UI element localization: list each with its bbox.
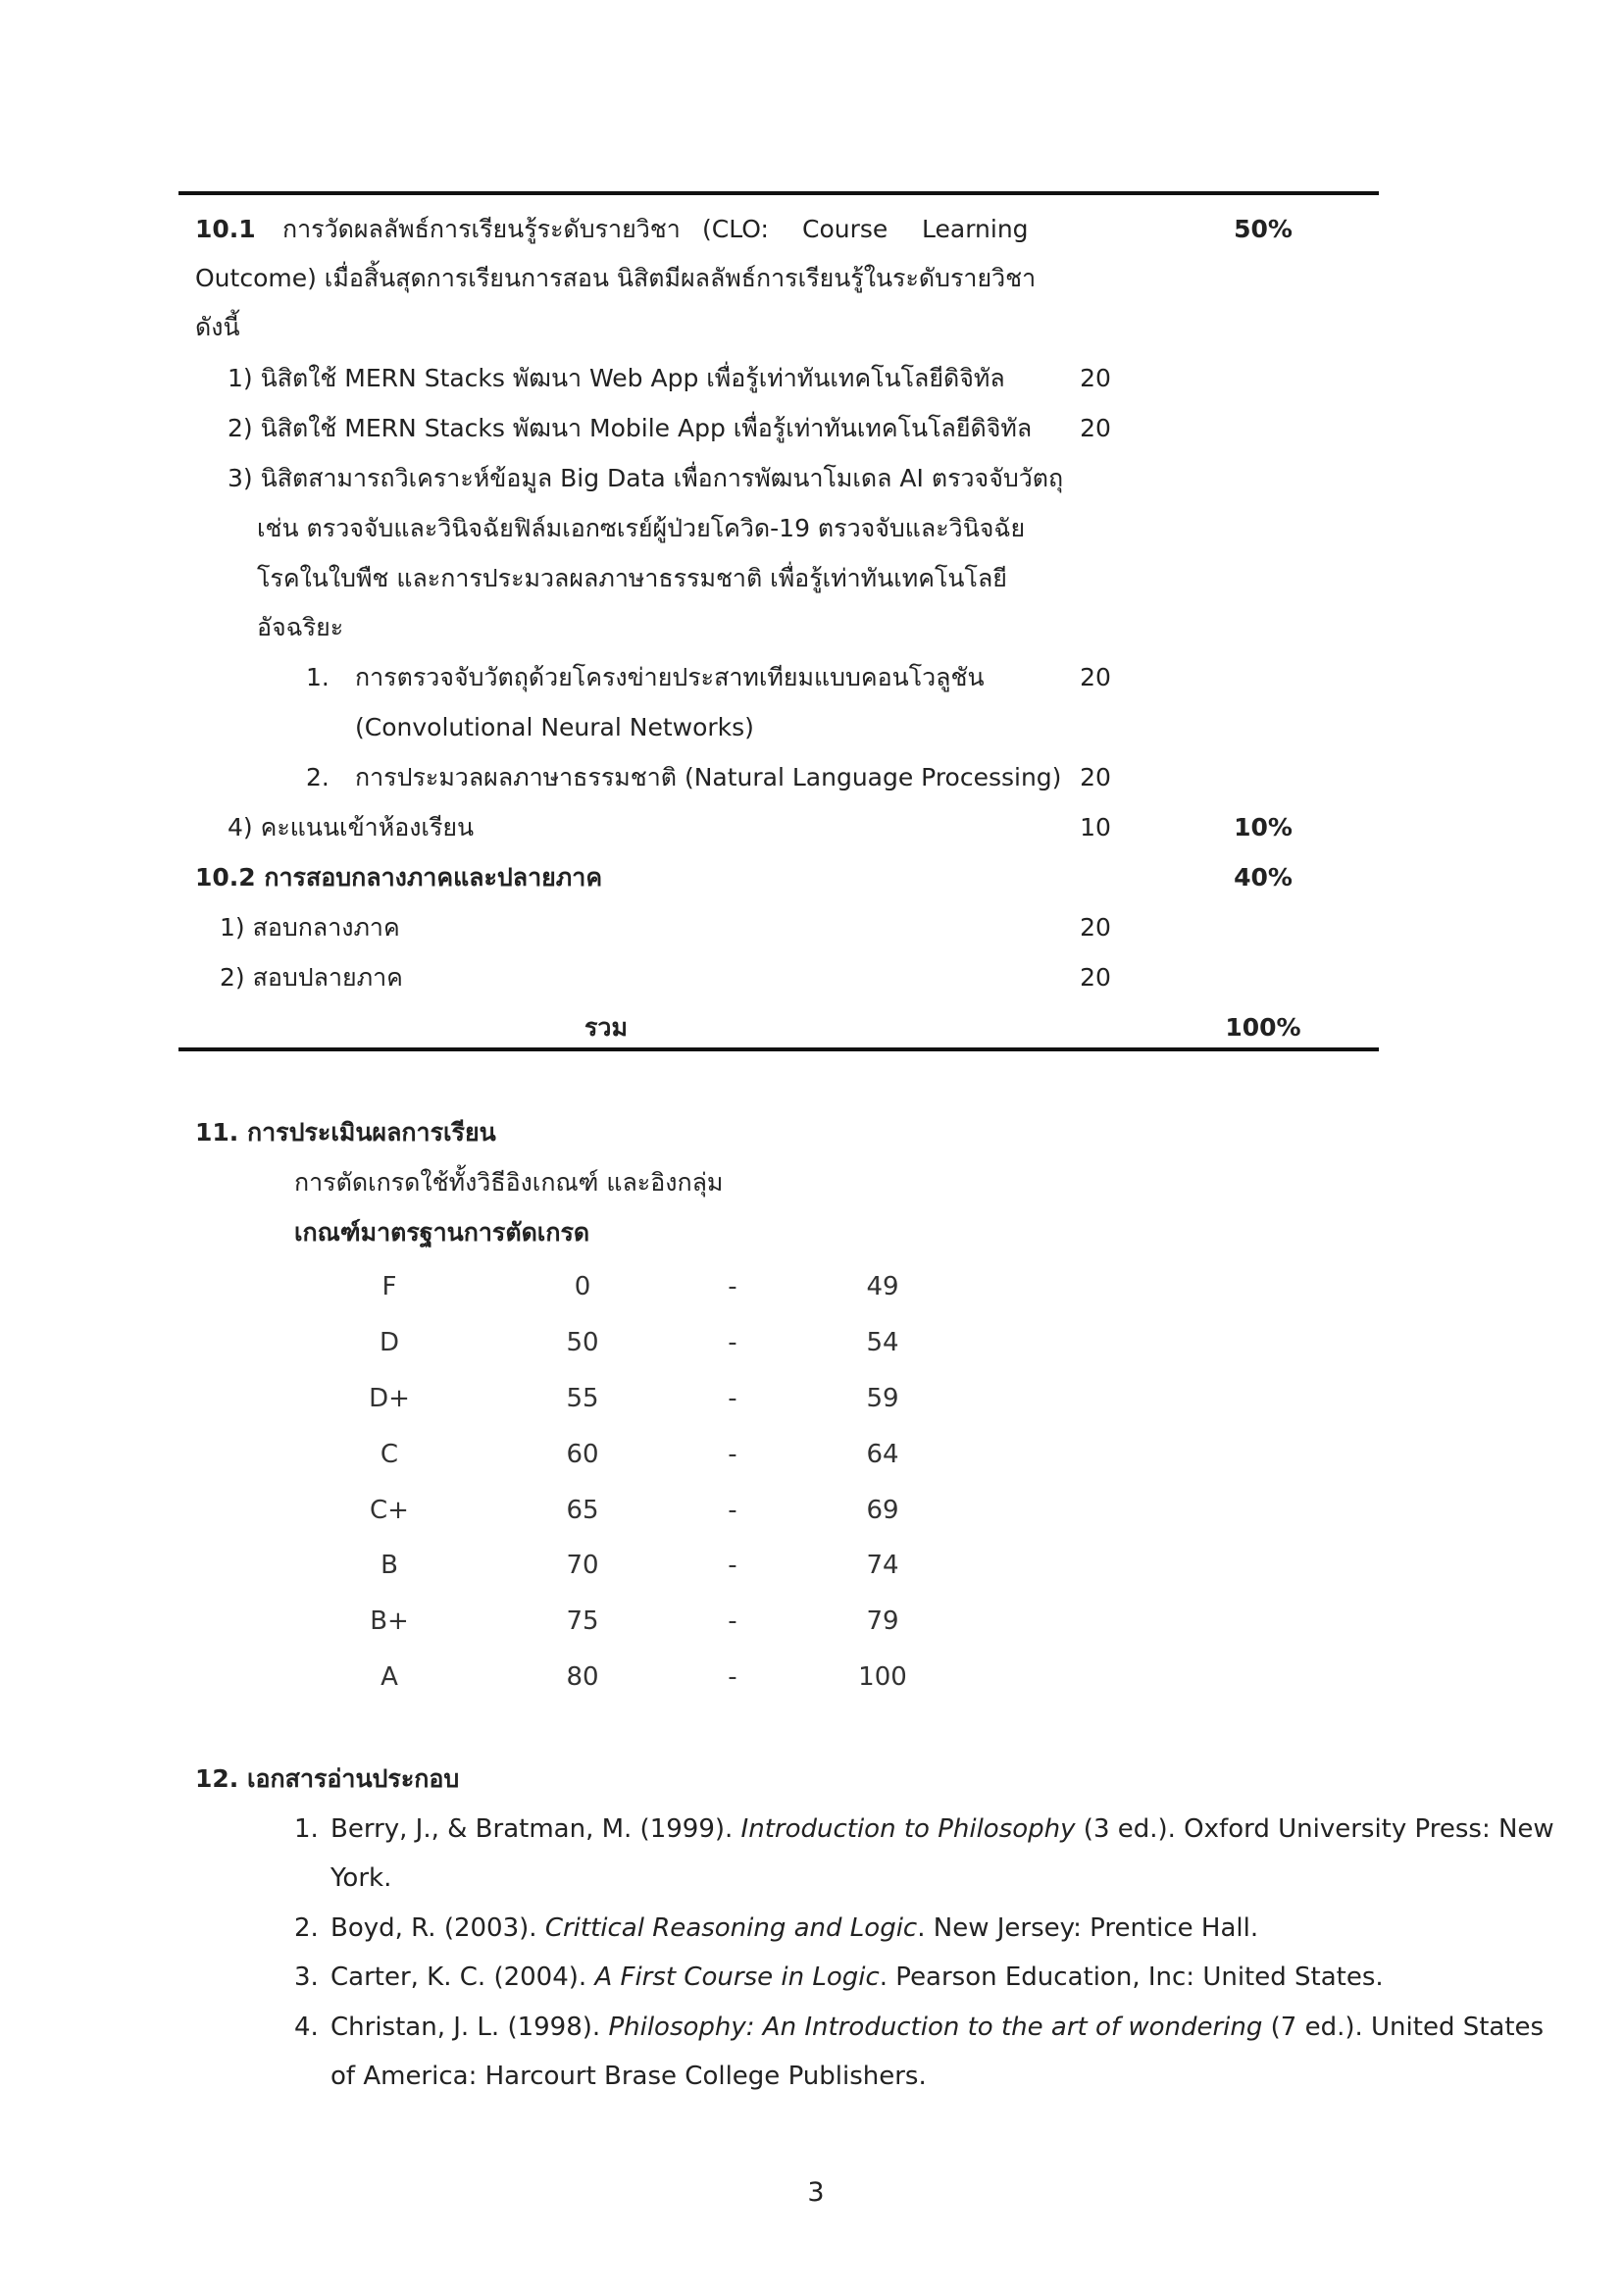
clo-item-3-line2: เช่น ตรวจจับและวินิจฉัยฟิล์มเอกซเรย์ผู้ป่วยโควิด-19 ตรวจจับและวินิจฉัย [257,514,1026,542]
grade-max: 49 [866,1272,899,1301]
grade-letter: D [379,1328,400,1357]
grade-letter: C+ [370,1496,409,1525]
clo-item-4: 4) คะแนนเข้าห้องเรียน [228,813,475,841]
exam-item-2: 2) สอบปลายภาค [220,963,403,992]
exam-item-1-score: 20 [1080,913,1111,942]
reference-publisher: . Pearson Education, Inc: United States. [879,1963,1384,1992]
reference-title: Crittical Reasoning and Logic [544,1913,918,1943]
section-10-1-text-c: Course [802,215,888,243]
grade-max: 100 [858,1662,907,1692]
grade-min: 50 [566,1328,599,1357]
reference-text [330,1904,1258,1953]
reference-authors: Boyd, R. (2003). [330,1913,545,1943]
grade-max: 69 [866,1496,899,1525]
grade-max: 59 [866,1384,899,1413]
grading-criteria-heading: เกณฑ์มาตรฐานการตัดเกรด [294,1218,590,1247]
grade-min: 55 [566,1384,599,1413]
reference-publisher: (3 ed.). Oxford University Press: New [1075,1814,1554,1844]
reference-authors: Christan, J. L. (1998). [330,2013,609,2042]
total-label: รวม [584,1013,628,1042]
grade-min: 75 [566,1606,599,1636]
reference-number: 2. [294,1913,319,1943]
section-10-2-heading: 10.2 การสอบกลางภาคและปลายภาค [195,863,603,892]
table-bottom-rule [178,1047,1379,1051]
sub-item-2-line1: การประมวลผลภาษาธรรมชาติ (Natural Language Processing) [355,763,1062,791]
grade-letter: F [381,1272,397,1301]
section-10-1-percent: 50% [1234,215,1293,243]
page-number: 3 [807,2177,825,2208]
section-10-1-text-b: (CLO: [702,215,769,243]
grade-min: 70 [566,1551,599,1580]
grade-dash: - [728,1272,737,1301]
reference-title: A First Course in Logic [594,1963,880,1992]
reference-authors: Carter, K. C. (2004). [330,1963,595,1992]
reference-publisher: . New Jersey: Prentice Hall. [917,1913,1259,1943]
grade-dash: - [728,1551,737,1580]
total-percent: 100% [1225,1013,1301,1042]
references-heading: 12. เอกสารอ่านประกอบ [195,1764,460,1793]
grade-letter: B+ [370,1606,409,1636]
section-10-1-line3: ดังนี้ [195,313,240,341]
clo-item-3-line1: 3) นิสิตสามารถวิเคราะห์ข้อมูล Big Data เพื่อการพัฒนาโมเดล AI ตรวจจับวัตถุ [228,464,1064,492]
reference-number: 1. [294,1814,319,1844]
clo-item-2: 2) นิสิตใช้ MERN Stacks พัฒนา Mobile App เพื่อรู้เท่าทันเทคโนโลยีดิจิทัล [228,414,1033,442]
grade-min: 80 [566,1662,599,1692]
reference-title: Philosophy: An Introduction to the art of wondering [608,2013,1263,2042]
grade-max: 54 [866,1328,899,1357]
grade-min: 60 [566,1440,599,1469]
grade-letter: A [381,1662,398,1692]
section-10-1-line2: Outcome) เมื่อสิ้นสุดการเรียนการสอน นิสิตมีผลลัพธ์การเรียนรู้ในระดับรายวิชา [195,264,1037,292]
reference-continuation: York. [330,1863,392,1893]
clo-item-4-score: 10 [1080,813,1111,841]
clo-item-3-line3: โรคในใบพืช และการประมวลผลภาษาธรรมชาติ เพื่อรู้เท่าทันเทคโนโลยี [257,564,1007,592]
clo-item-2-score: 20 [1080,414,1111,442]
reference-text [330,1953,1384,2002]
grade-min: 65 [566,1496,599,1525]
reference-title: Introduction to Philosophy [740,1814,1076,1844]
sub-item-1-line1: การตรวจจับวัตถุด้วยโครงข่ายประสาทเทียมแบบคอนโวลูชัน [355,663,985,691]
reference-text [330,1805,1554,1854]
grade-max: 74 [866,1551,899,1580]
grade-min: 0 [574,1272,591,1301]
exam-item-2-score: 20 [1080,963,1111,992]
section-10-1-text-a: การวัดผลลัพธ์การเรียนรู้ระดับรายวิชา [282,215,681,243]
evaluation-heading: 11. การประเมินผลการเรียน [195,1118,496,1147]
reference-continuation: of America: Harcourt Brase College Publishers. [330,2062,927,2091]
section-10-1-label: 10.1 [195,215,256,243]
clo-item-1: 1) นิสิตใช้ MERN Stacks พัฒนา Web App เพื่อรู้เท่าทันเทคโนโลยีดิจิทัล [228,364,1005,392]
sub-item-2-number: 2. [306,763,330,791]
grade-letter: B [381,1551,398,1580]
grade-letter: D+ [369,1384,410,1413]
reference-number: 3. [294,1963,319,1992]
table-top-rule [178,191,1379,195]
sub-item-2-score: 20 [1080,763,1111,791]
clo-item-4-percent: 10% [1234,813,1293,841]
grade-dash: - [728,1662,737,1692]
grade-letter: C [380,1440,399,1469]
grade-dash: - [728,1606,737,1636]
reference-text [330,2003,1544,2052]
sub-item-1-line2: (Convolutional Neural Networks) [355,713,754,741]
reference-publisher: (7 ed.). United States [1262,2013,1545,2042]
grade-dash: - [728,1496,737,1525]
clo-item-3-line4: อัจฉริยะ [257,613,344,641]
grading-method: การตัดเกรดใช้ทั้งวิธีอิงเกณฑ์ และอิงกลุ่ม [294,1168,724,1197]
grade-max: 64 [866,1440,899,1469]
grade-max: 79 [866,1606,899,1636]
grade-dash: - [728,1384,737,1413]
section-10-2-percent: 40% [1234,863,1293,892]
reference-number: 4. [294,2013,319,2042]
grade-dash: - [728,1440,737,1469]
sub-item-1-score: 20 [1080,663,1111,691]
exam-item-1: 1) สอบกลางภาค [220,913,400,942]
section-10-1-text-d: Learning [922,215,1029,243]
clo-item-1-score: 20 [1080,364,1111,392]
grade-dash: - [728,1328,737,1357]
reference-authors: Berry, J., & Bratman, M. (1999). [330,1814,741,1844]
sub-item-1-number: 1. [306,663,330,691]
